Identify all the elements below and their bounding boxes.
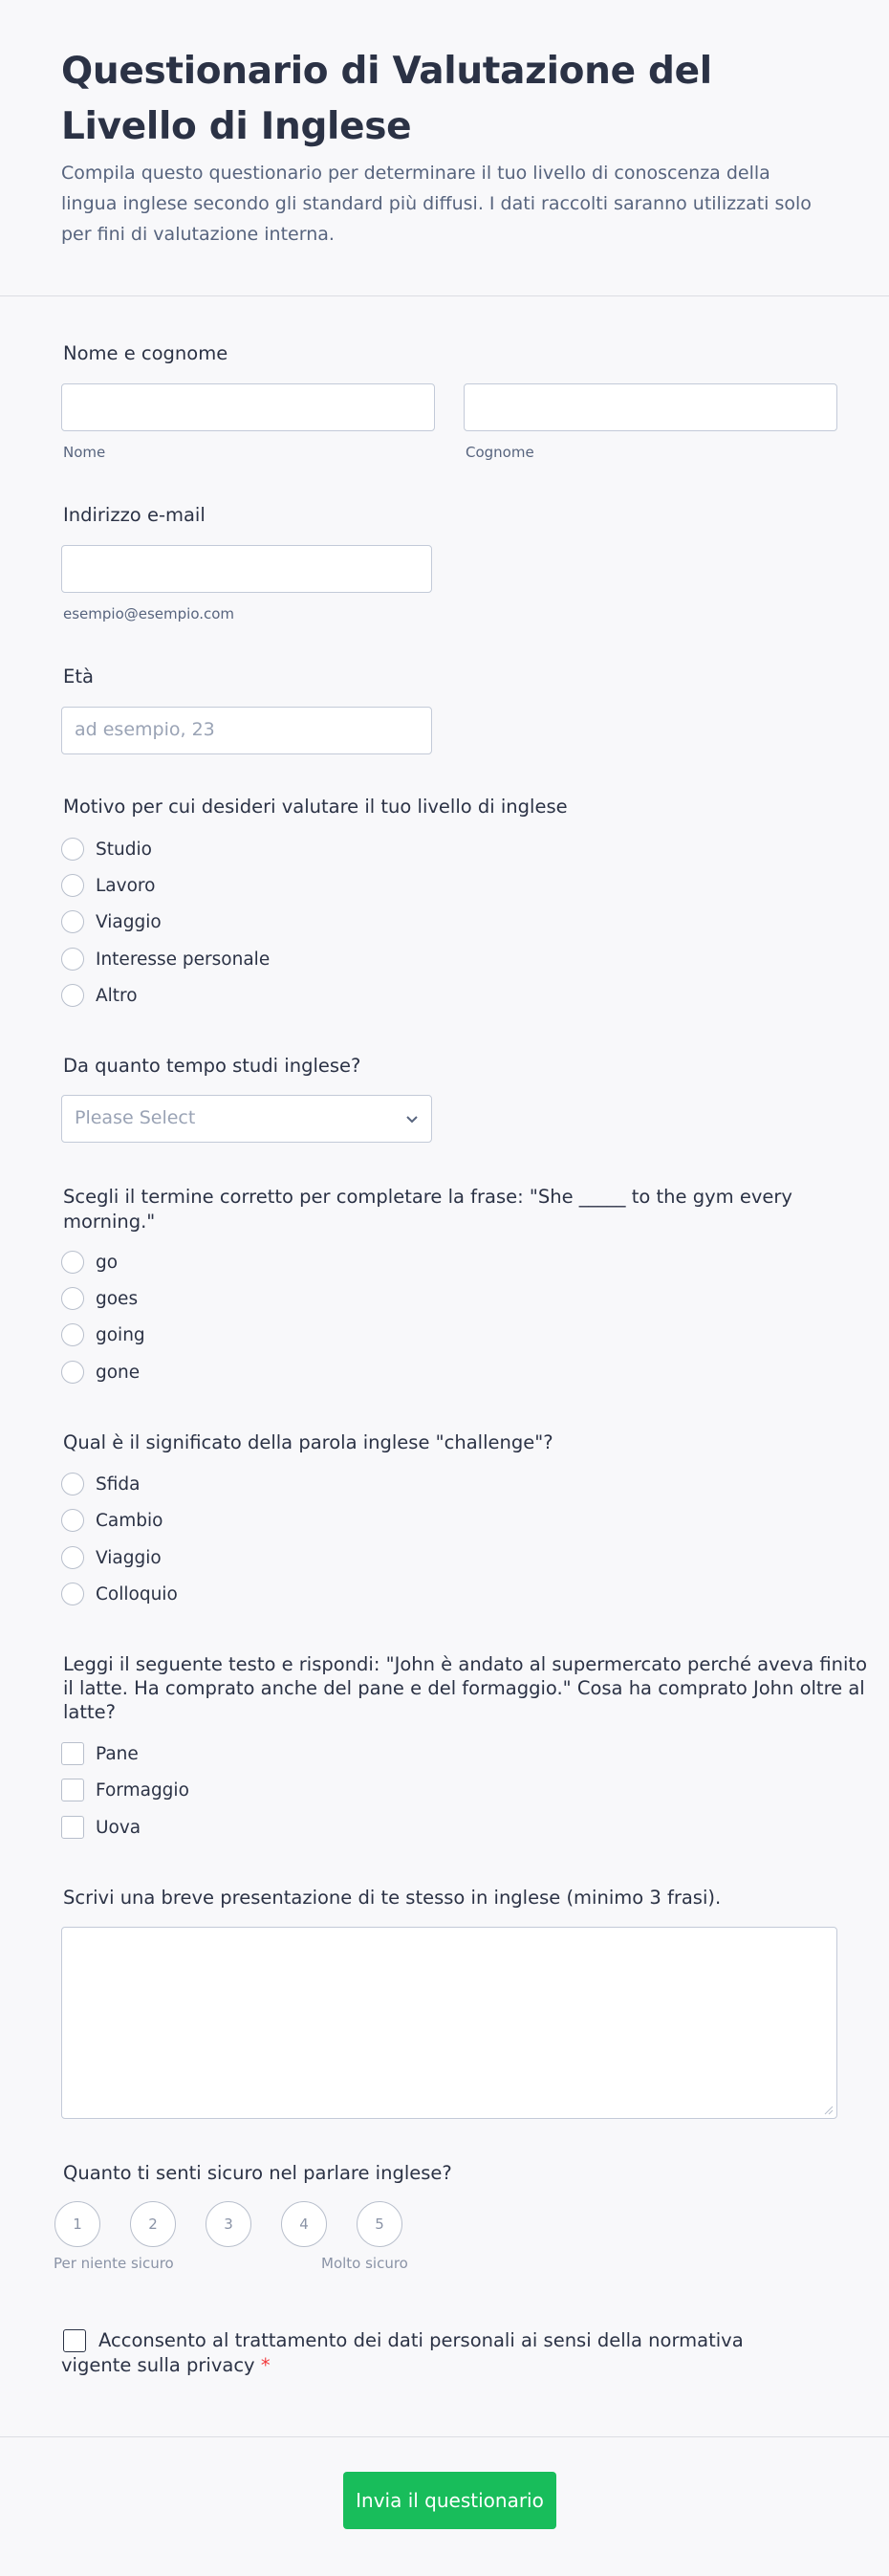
radio-option[interactable] (61, 1506, 163, 1535)
age-label: Età (63, 666, 94, 688)
option-label: Colloquio (96, 1583, 178, 1605)
writing-textarea[interactable] (61, 1927, 837, 2119)
email-label: Indirizzo e-mail (63, 504, 206, 526)
checkbox[interactable] (61, 1779, 84, 1801)
option-label: Uova (96, 1817, 141, 1838)
scale-max-label: Molto sicuro (321, 2255, 408, 2272)
checkbox[interactable] (61, 1816, 84, 1839)
radio-option[interactable] (61, 907, 162, 936)
last-name-sublabel: Cognome (466, 444, 534, 461)
reason-label: Motivo per cui desideri valutare il tuo livello di inglese (63, 796, 568, 818)
radio-button[interactable] (61, 1251, 84, 1274)
option-label: Studio (96, 839, 152, 860)
grammar-label-line1: Scegli il termine corretto per completare la frase: "She _____ to the gym every (63, 1186, 792, 1208)
radio-option[interactable] (61, 1248, 118, 1277)
radio-button[interactable] (61, 1287, 84, 1310)
radio-option[interactable] (61, 981, 138, 1010)
option-label: Sfida (96, 1474, 141, 1495)
radio-button[interactable] (61, 910, 84, 933)
option-label: Lavoro (96, 875, 156, 896)
scale-option-4[interactable]: 4 (281, 2201, 327, 2247)
option-label: Interesse personale (96, 949, 271, 970)
radio-button[interactable] (61, 1546, 84, 1569)
reading-label-line1: Leggi il seguente testo e rispondi: "John è andato al supermercato perché aveva finito (63, 1653, 867, 1675)
age-input[interactable]: ad esempio, 23 (61, 707, 432, 754)
vocab-label: Qual è il significato della parola inglese "challenge"? (63, 1431, 553, 1453)
writing-label: Scrivi una breve presentazione di te stesso in inglese (minimo 3 frasi). (63, 1887, 722, 1909)
select-placeholder: Please Select (75, 1107, 196, 1128)
radio-option[interactable] (61, 1284, 138, 1313)
last-name-input[interactable] (464, 383, 837, 431)
footer-divider (0, 2436, 889, 2437)
radio-button[interactable] (61, 984, 84, 1007)
consent-text-line2 (61, 2354, 271, 2376)
consent-text-line2-label: vigente sulla privacy (61, 2354, 255, 2376)
radio-button[interactable] (61, 874, 84, 897)
scale-option-5[interactable]: 5 (357, 2201, 402, 2247)
radio-option[interactable] (61, 835, 152, 863)
checkbox-option[interactable] (61, 1776, 189, 1804)
radio-option[interactable] (61, 1358, 140, 1386)
radio-option[interactable] (61, 1580, 178, 1608)
email-sublabel: esempio@esempio.com (63, 605, 235, 622)
radio-option[interactable] (61, 1543, 162, 1572)
required-mark: * (260, 2354, 271, 2376)
grammar-label-line2: morning." (63, 1211, 156, 1233)
radio-option[interactable] (61, 1470, 140, 1498)
scale-option-2[interactable]: 2 (130, 2201, 176, 2247)
checkbox[interactable] (63, 2329, 86, 2352)
radio-option[interactable] (61, 945, 270, 973)
radio-button[interactable] (61, 948, 84, 971)
option-label: Altro (96, 985, 138, 1006)
radio-button[interactable] (61, 1473, 84, 1495)
radio-button[interactable] (61, 1583, 84, 1605)
form-header (0, 0, 889, 296)
duration-select[interactable] (61, 1095, 432, 1143)
option-label: Cambio (96, 1510, 163, 1531)
reading-label-line2: il latte. Ha comprato anche del pane e del formaggio." Cosa ha comprato John oltre al (63, 1677, 865, 1699)
option-label: gone (96, 1362, 141, 1383)
duration-label: Da quanto tempo studi inglese? (63, 1055, 361, 1077)
option-label: goes (96, 1288, 139, 1309)
chevron-down-icon (404, 1111, 420, 1126)
submit-button[interactable]: Invia il questionario (343, 2472, 556, 2529)
reading-label-line3: latte? (63, 1701, 117, 1723)
radio-button[interactable] (61, 1361, 84, 1384)
option-label: Viaggio (96, 1547, 162, 1568)
scale-option-3[interactable]: 3 (206, 2201, 251, 2247)
radio-option[interactable] (61, 1321, 145, 1349)
resize-handle-icon[interactable] (822, 2104, 834, 2115)
scale-min-label: Per niente sicuro (54, 2255, 174, 2272)
consent-checkbox[interactable] (63, 2329, 86, 2352)
page-title: Questionario di Valutazione del Livello di Inglese (61, 50, 712, 148)
name-label: Nome e cognome (63, 342, 228, 364)
radio-button[interactable] (61, 838, 84, 861)
option-label: go (96, 1252, 119, 1273)
option-label: Pane (96, 1743, 139, 1764)
option-label: Viaggio (96, 911, 162, 932)
radio-button[interactable] (61, 1323, 84, 1346)
consent-text-line1: Acconsento al trattamento dei dati personali ai sensi della normativa (98, 2329, 744, 2351)
confidence-label: Quanto ti senti sicuro nel parlare inglese? (63, 2162, 452, 2184)
radio-option[interactable] (61, 871, 155, 900)
checkbox-option[interactable] (61, 1813, 141, 1842)
option-label: going (96, 1324, 145, 1345)
radio-button[interactable] (61, 1509, 84, 1532)
first-name-sublabel: Nome (63, 444, 106, 461)
scale-option-1[interactable]: 1 (54, 2201, 100, 2247)
option-label: Formaggio (96, 1779, 189, 1801)
checkbox-option[interactable] (61, 1739, 139, 1768)
email-input[interactable] (61, 545, 432, 593)
page-description: Compila questo questionario per determinare il tuo livello di conoscenza della lingua inglese secondo gli standard più diffusi. I dati raccolti saranno utilizzati solo per fini di valutazione interna. (61, 163, 812, 245)
first-name-input[interactable] (61, 383, 435, 431)
checkbox[interactable] (61, 1742, 84, 1765)
